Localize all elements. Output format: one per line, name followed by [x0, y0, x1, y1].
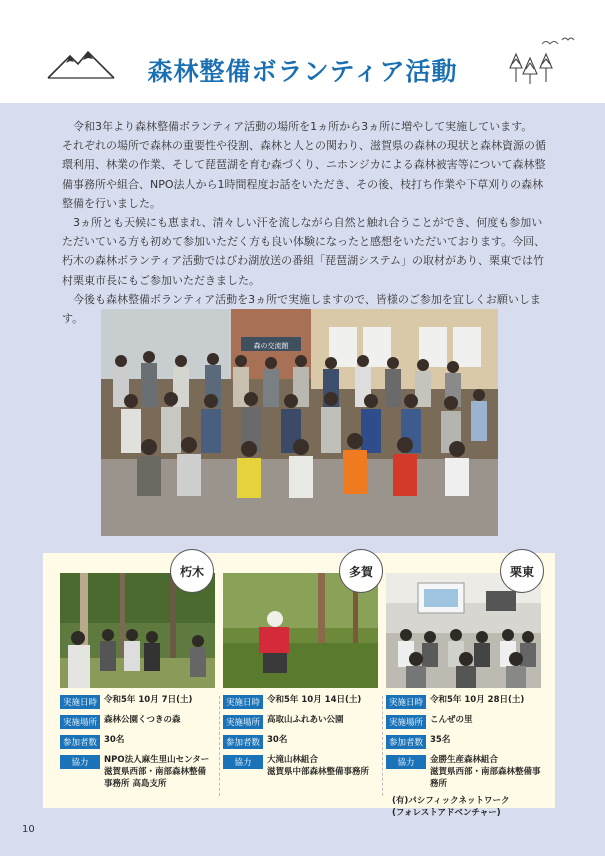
event-place: こんぜの里	[430, 715, 473, 725]
event-card-kutsuki	[60, 553, 215, 808]
trees-icon	[508, 52, 556, 86]
event-place: 森林公園くつきの森	[104, 715, 181, 725]
place-label: 実施場所	[223, 715, 263, 729]
coop-line: 事務所 高島支所	[104, 779, 167, 789]
coop-label: 協力	[60, 755, 100, 769]
coop-line: 滋賀県中部森林整備事務所	[267, 767, 370, 777]
building-sign: 森の交流館	[253, 342, 289, 350]
event-info	[60, 694, 220, 795]
event-coop-extra	[392, 795, 546, 819]
count-label: 参加者数	[386, 735, 426, 749]
coop-label: 協力	[386, 755, 426, 769]
page-title: 森林整備ボランティア活動	[147, 57, 458, 86]
event-place: 高取山ふれあい公園	[267, 715, 344, 725]
event-info	[223, 694, 383, 783]
event-count: 30名	[104, 735, 125, 745]
coop-line: 金勝生産森林組合	[430, 755, 499, 765]
area-badge: 朽木	[170, 549, 214, 593]
area-badge: 多賀	[339, 549, 383, 593]
intro-paragraph: 令和3年より森林整備ボランティア活動の場所を1ヵ所から3ヵ所に増やして実施しています。	[73, 120, 533, 133]
place-label: 実施場所	[386, 715, 426, 729]
count-label: 参加者数	[223, 735, 263, 749]
event-card-taga	[223, 553, 378, 808]
event-date: 令和5年 10月 14日(土)	[267, 695, 362, 705]
intro-text	[62, 117, 548, 328]
date-label: 実施日時	[60, 695, 100, 709]
birds-icon	[540, 36, 580, 50]
coop-line: (フォレストアドベンチャー)	[392, 808, 501, 818]
events-panel	[43, 553, 555, 818]
coop-line: 滋賀県西部・南部森林整備事務所	[430, 767, 541, 789]
page-number: 10	[22, 824, 35, 835]
count-label: 参加者数	[60, 735, 100, 749]
event-count: 35名	[430, 735, 451, 745]
event-coop	[430, 754, 546, 790]
event-date: 令和5年 10月 28日(土)	[430, 695, 525, 705]
coop-line: (有)パシフィックネットワーク	[392, 796, 510, 806]
area-badge: 栗東	[500, 549, 544, 593]
intro-paragraph: 3ヵ所とも天候にも恵まれ、清々しい汗を流しながら自然と触れ合うことができ、何度も参加いただいている方も初めて参加いただく方も良い体験になったと感想をいただいております。今回、朽木の森林ボランティア活動ではびわ湖放送の番組「琵琶湖システム」の取材があり、栗東では竹村栗東市長にもご参加いただきました。	[62, 216, 546, 287]
coop-line: NPO法人麻生里山センター	[104, 755, 210, 765]
date-label: 実施日時	[223, 695, 263, 709]
event-coop	[104, 754, 209, 790]
event-coop	[267, 754, 369, 778]
intro-paragraph: 今後も森林整備ボランティア活動を3ヵ所で実施しますので、皆様のご参加を宜しくお願いします。	[62, 292, 541, 326]
card-divider	[382, 696, 383, 796]
place-label: 実施場所	[60, 715, 100, 729]
coop-line: 滋賀県西部・南部森林整備	[104, 767, 207, 777]
event-date: 令和5年 10月 7日(土)	[104, 695, 193, 705]
card-divider	[219, 696, 220, 796]
group-photo	[101, 309, 498, 536]
coop-label: 協力	[223, 755, 263, 769]
page-header	[0, 0, 605, 103]
event-count: 30名	[267, 735, 288, 745]
coop-line: 大滝山林組合	[267, 755, 319, 765]
event-info	[386, 694, 546, 819]
date-label: 実施日時	[386, 695, 426, 709]
event-card-ritto	[386, 553, 541, 818]
intro-paragraph: それぞれの場所で森林の重要性や役割、森林と人との関わり、滋賀県の森林の現状と森林資源の循環利用、林業の作業、そして琵琶湖を育む森づくり、ニホンジカによる森林被害等について森林整備事務所や組合、NPO法人から1時間程度お話をいただき、その後、枝打ち作業や下草刈りの森林整備を行いました。	[62, 139, 546, 210]
